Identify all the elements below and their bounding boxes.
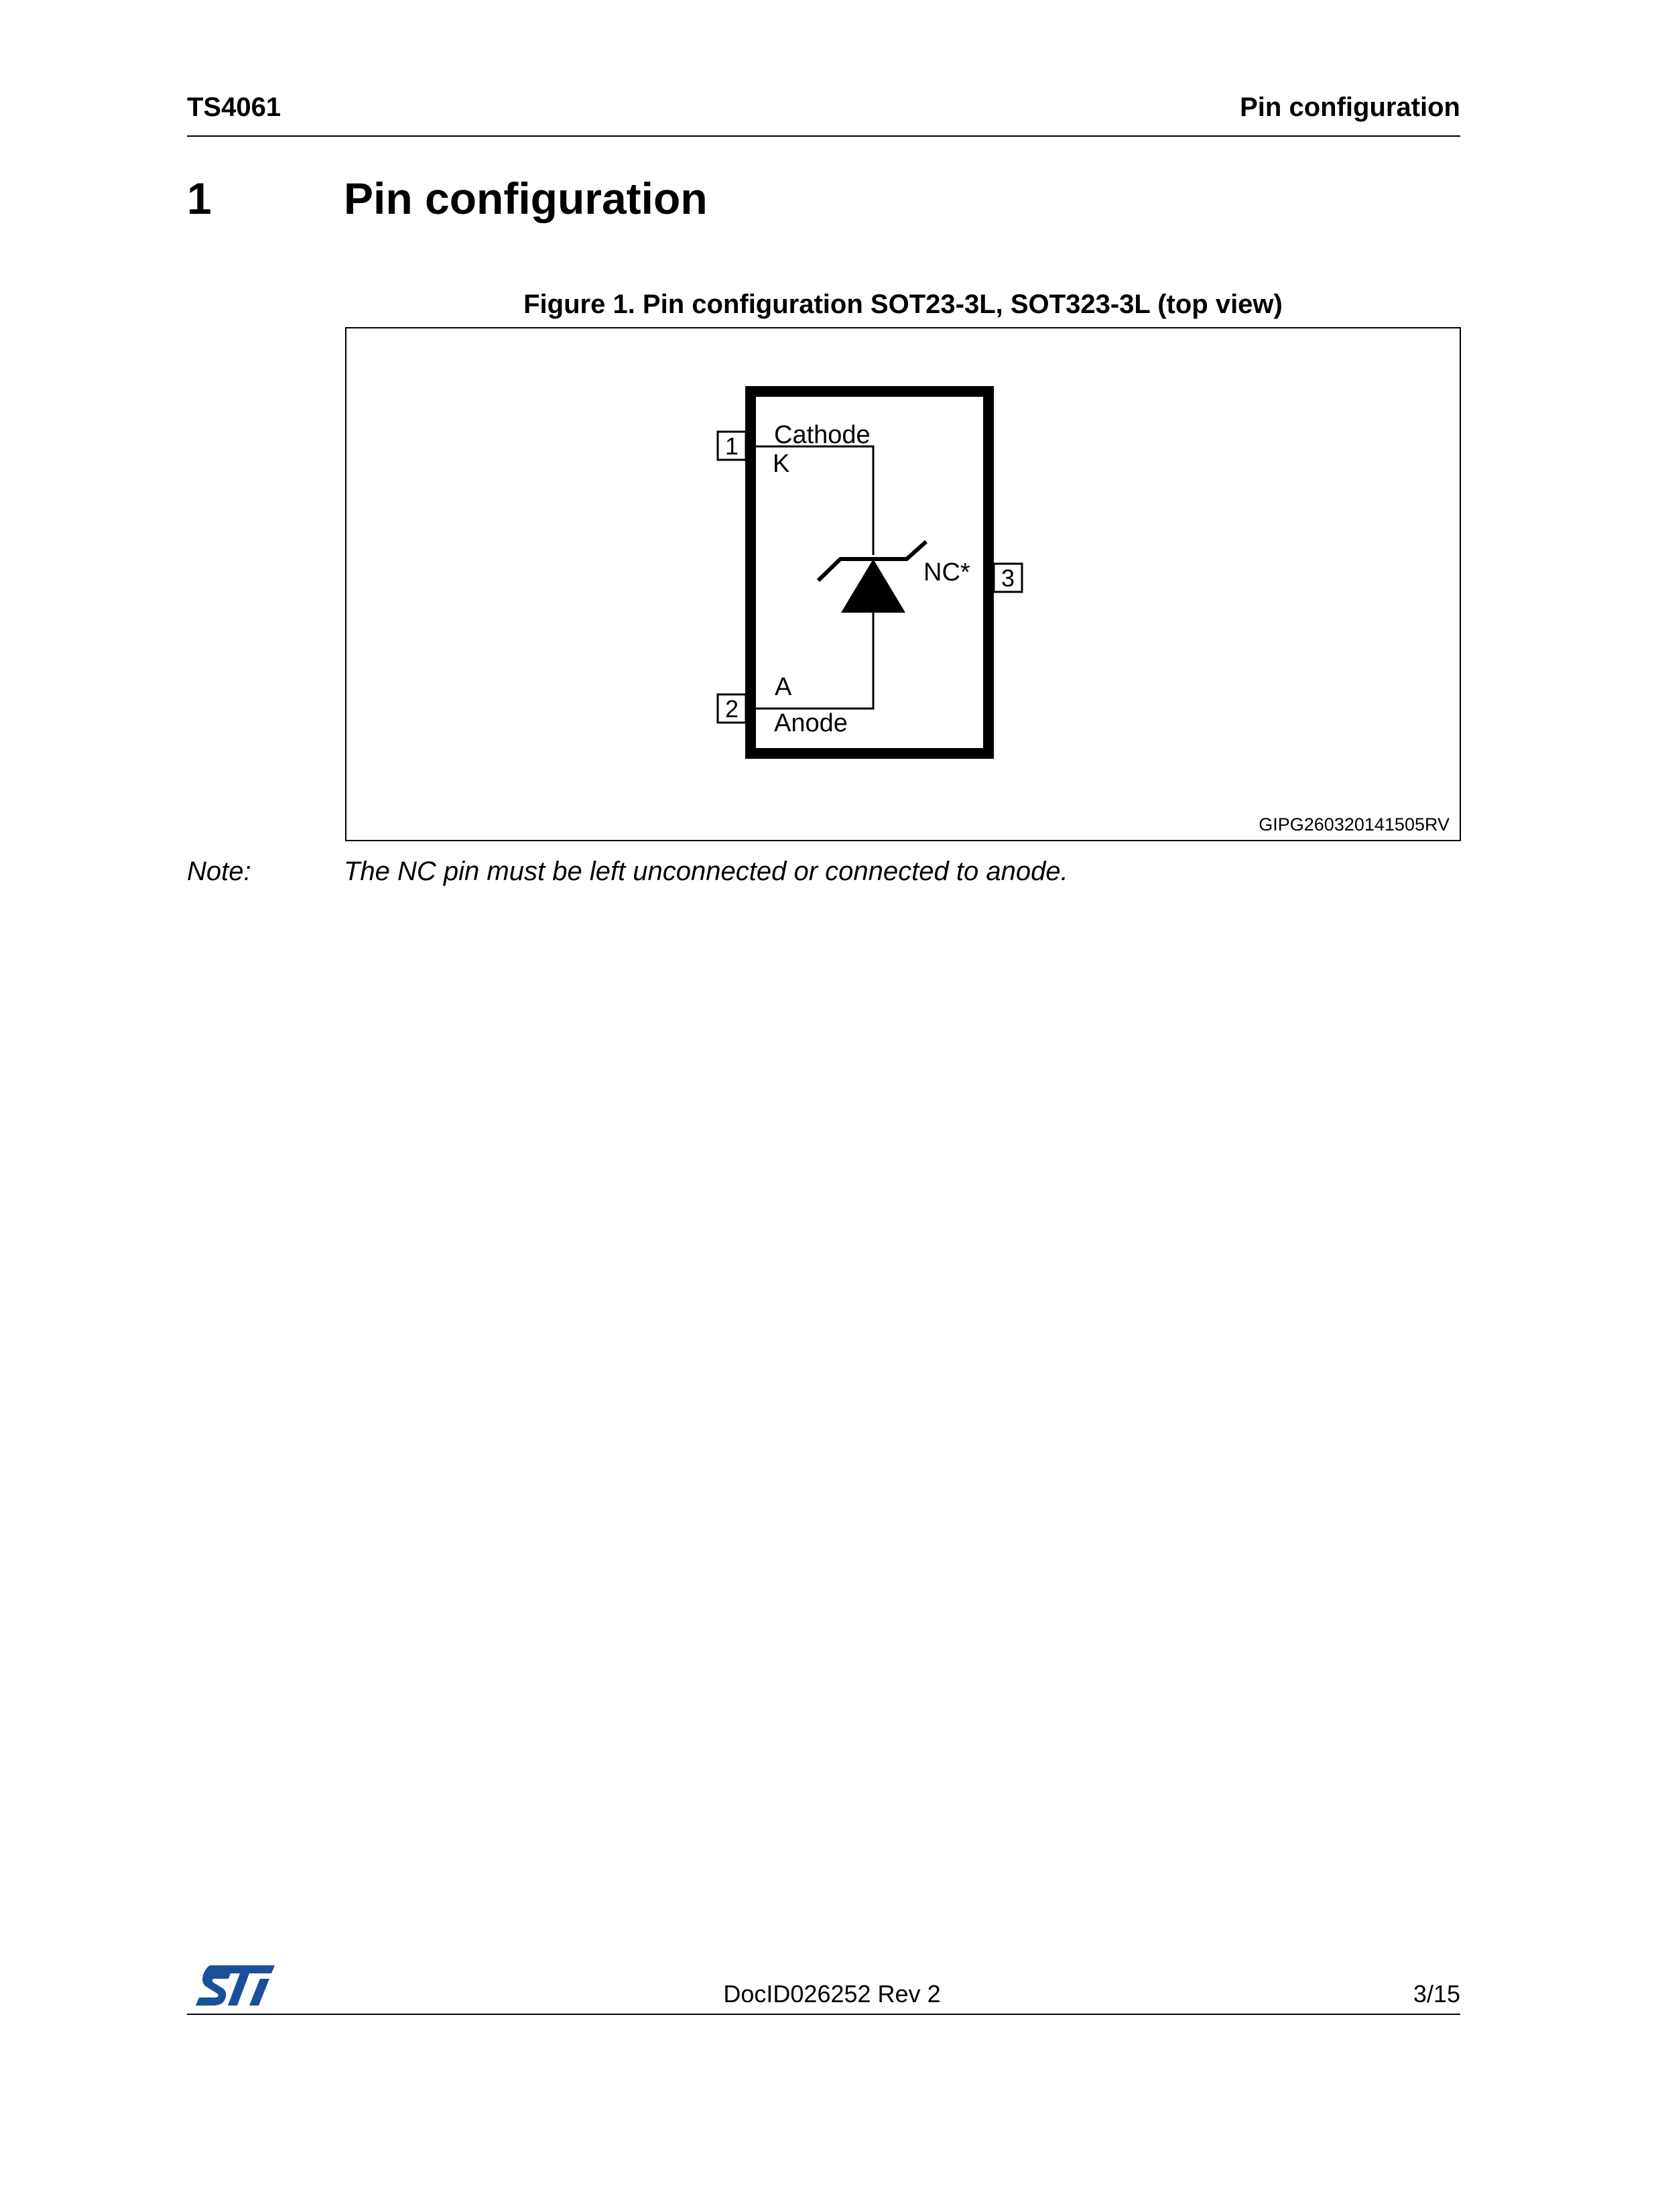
pin-2-name: Anode <box>774 709 848 737</box>
figure-caption: Figure 1. Pin configuration SOT23-3L, SOT323-3L (top view) <box>523 290 1283 319</box>
anode-wire <box>756 613 873 709</box>
footer-doc-id: DocID026252 Rev 2 <box>723 1980 941 2008</box>
header-doc-name: TS4061 <box>187 93 281 122</box>
note-label: Note: <box>187 857 251 886</box>
pin-1-name: Cathode <box>774 421 871 449</box>
section-number: 1 <box>187 174 212 223</box>
pin-diagram <box>346 328 1460 840</box>
header-section-name: Pin configuration <box>1240 93 1460 122</box>
note-text: The NC pin must be left unconnected or connected to anode. <box>344 857 1068 886</box>
figure-ref-code: GIPG260320141505RV <box>1259 814 1450 835</box>
footer-rule <box>187 2014 1460 2015</box>
section-title: Pin configuration <box>344 174 708 223</box>
footer-page-number: 3/15 <box>1413 1980 1460 2008</box>
figure-frame <box>345 327 1461 841</box>
pin-1-number: 1 <box>724 432 739 460</box>
diode-triangle <box>841 559 905 613</box>
pin-3-name: NC* <box>923 558 970 587</box>
pin-3-number: 3 <box>1001 564 1015 592</box>
pin-1-symbol: K <box>773 450 790 478</box>
header-rule <box>187 135 1460 137</box>
pin-2-number: 2 <box>724 695 739 723</box>
pin-2-symbol: A <box>775 673 792 701</box>
